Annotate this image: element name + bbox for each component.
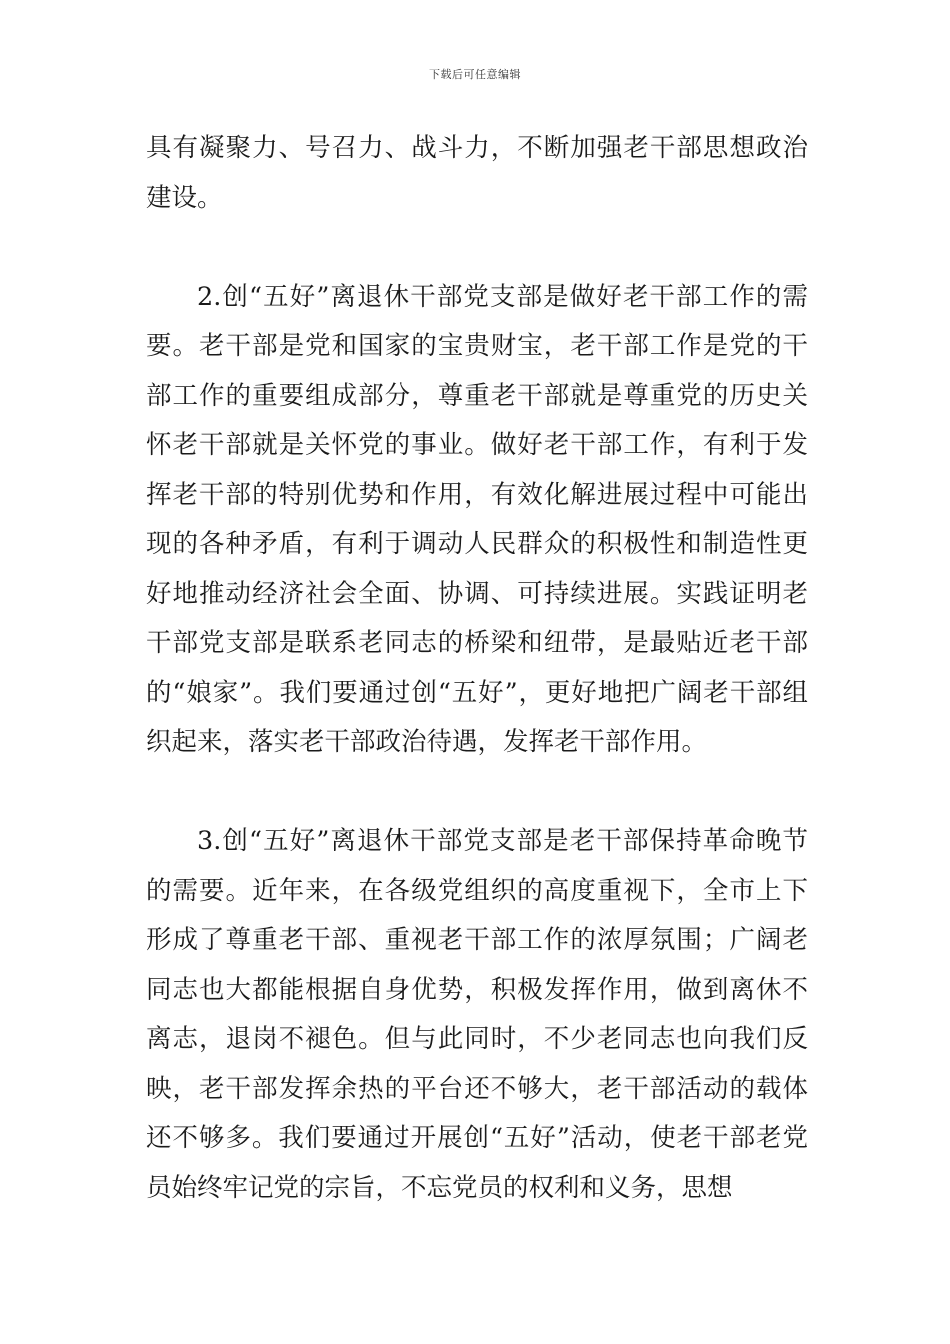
paragraph-point-3: 3.创“五好”离退休干部党支部是老干部保持革命晚节的需要。近年来，在各级党组织的高度重视下，全市上下形成了尊重老干部、重视老干部工作的浓厚氛围；广阔老同志也大都能根据自身优势，积极发挥作用，做到离休不离志，退岗不褪色。但与此同时，不少老同志也向我们反映，老干部发挥余热的平台还不够大，老干部活动的载体还不够多。我们要通过开展创“五好”活动，使老干部老党员始终牢记党的宗旨，不忘党员的权利和义务，思想	[146, 826, 808, 1203]
document-body	[146, 124, 808, 1213]
paragraph-spacer	[146, 768, 808, 818]
paragraph-point-2: 2.创“五好”离退休干部党支部是做好老干部工作的需要。老干部是党和国家的宝贵财宝，老干部工作是党的干部工作的重要组成部分，尊重老干部就是尊重党的历史关怀老干部就是关怀党的事业。做好老干部工作，有利于发挥老干部的特别优势和作用，有效化解进展过程中可能出现的各种矛盾，有利于调动人民群众的积极性和制造性更好地推动经济社会全面、协调、可持续进展。实践证明老干部党支部是联系老同志的桥梁和纽带，是最贴近老干部的“娘家”。我们要通过创“五好”，更好地把广阔老干部组织起来，落实老干部政治待遇，发挥老干部作用。	[146, 281, 808, 757]
paragraph-spacer	[146, 223, 808, 273]
page-header-note: 下载后可任意编辑	[429, 68, 521, 81]
paragraph-continuation: 具有凝聚力、号召力、战斗力，不断加强老干部思想政治建设。	[146, 133, 808, 213]
